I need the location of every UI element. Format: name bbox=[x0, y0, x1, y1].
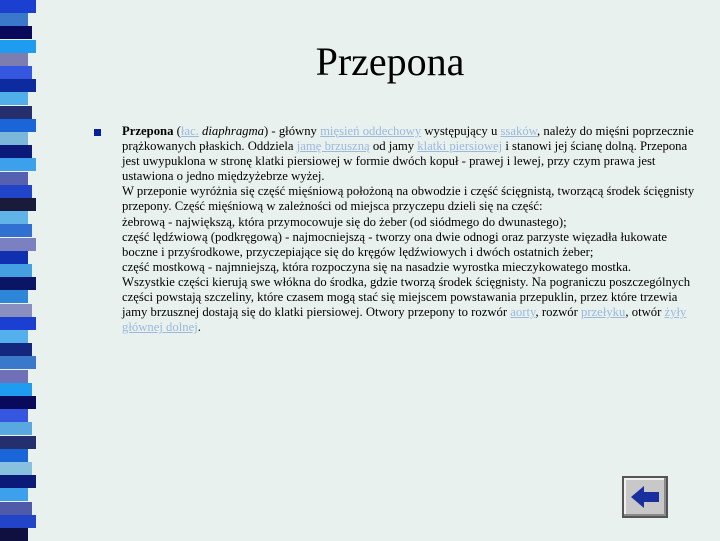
text-run: i stanowi jej ścianę dolną. Przepona jest uwypuklona w stronę klatki piersiowej w formie dwóch kopuł - prawej i lewej, przy czym prawa jest ustawiona o jedno międzyżebrze wyżej. bbox=[122, 139, 688, 184]
text-run: , otwór bbox=[625, 305, 665, 320]
text-run: od jamy bbox=[369, 139, 418, 154]
decorative-stripe bbox=[0, 436, 36, 449]
decorative-stripe bbox=[0, 383, 32, 396]
wiki-link[interactable]: przełyku bbox=[580, 305, 626, 320]
decorative-stripe bbox=[0, 528, 28, 541]
wiki-link[interactable]: mięsień oddechowy bbox=[320, 124, 422, 138]
decorative-stripe bbox=[0, 449, 28, 462]
decorative-stripe bbox=[0, 92, 28, 105]
decorative-stripe bbox=[0, 119, 36, 132]
decorative-stripe bbox=[0, 185, 32, 198]
latin-term: diaphragma bbox=[202, 124, 265, 138]
decorative-stripe bbox=[0, 145, 32, 158]
body-paragraph bbox=[122, 230, 700, 260]
decorative-stripe bbox=[0, 106, 32, 119]
decorative-stripe bbox=[0, 343, 32, 356]
decorative-stripe bbox=[0, 158, 36, 171]
decorative-stripe bbox=[0, 211, 28, 224]
slide-body-text bbox=[122, 124, 700, 335]
decorative-stripe bbox=[0, 13, 28, 26]
decorative-stripe bbox=[0, 396, 36, 409]
body-paragraph bbox=[122, 260, 700, 275]
text-run: . bbox=[197, 320, 201, 335]
decorative-stripe bbox=[0, 370, 28, 383]
decorative-stripe bbox=[0, 198, 36, 211]
decorative-stripe bbox=[0, 462, 32, 475]
decorative-stripe bbox=[0, 515, 36, 528]
decorative-stripe bbox=[0, 409, 28, 422]
body-paragraph bbox=[122, 184, 700, 214]
decorative-stripe bbox=[0, 304, 32, 317]
text-run: ( bbox=[173, 124, 181, 138]
text-run: , należy do mięśni poprzecznie prążkowanych płaskich. Oddziela bbox=[122, 124, 694, 154]
decorative-stripe bbox=[0, 251, 28, 264]
wiki-link[interactable]: łac. bbox=[180, 124, 199, 138]
text-run: ) - główny bbox=[264, 124, 321, 138]
decorative-stripe bbox=[0, 502, 32, 515]
wiki-link[interactable]: klatki piersiowej bbox=[417, 139, 503, 154]
wiki-link[interactable]: jamę brzuszną bbox=[296, 139, 370, 154]
text-run: występujący u bbox=[421, 124, 501, 138]
decorative-stripe bbox=[0, 53, 28, 66]
decorative-stripe bbox=[0, 356, 36, 369]
body-paragraph bbox=[122, 124, 700, 184]
decorative-stripe bbox=[0, 422, 32, 435]
text-run: Wszystkie części kierują swe włókna do środka, gdzie tworzą środek ścięgnisty. Na pograniczu poszczególnych części powstają szczeliny, które czasem mogą stać się miejscem powstawania przepuklin, przez które trzewia jamy brzusznej dostają się do klatki piersiowej. Otwory przepony to rozwór bbox=[122, 274, 691, 320]
decorative-stripe bbox=[0, 40, 36, 53]
decorative-stripe bbox=[0, 475, 36, 488]
previous-slide-button[interactable] bbox=[622, 476, 668, 518]
decorative-stripe bbox=[0, 264, 32, 277]
decorative-stripe bbox=[0, 330, 28, 343]
decorative-stripe bbox=[0, 277, 36, 290]
text-run: W przeponie wyróżnia się część mięśniową położoną na obwodzie i część ścięgnistą, tworzącą środek ścięgnisty przepony. Część mięśniową w zależności od miejsca przyczepu dzieli się na część: bbox=[122, 184, 695, 214]
decorative-stripe bbox=[0, 26, 32, 39]
body-paragraph bbox=[122, 215, 700, 230]
wiki-link[interactable]: aorty bbox=[510, 305, 536, 320]
slide-title: Przepona bbox=[315, 39, 465, 84]
text-run: część mostkową - najmniejszą, która rozpoczyna się na nasadzie wyrostka mieczykowatego mostka. bbox=[122, 259, 632, 274]
decorative-stripe bbox=[0, 488, 28, 501]
decorative-stripe bbox=[0, 290, 28, 303]
decorative-stripe bbox=[0, 66, 32, 79]
decorative-stripe bbox=[0, 238, 36, 251]
decorative-stripe bbox=[0, 317, 36, 330]
decorative-stripe bbox=[0, 224, 32, 237]
bullet-square-icon bbox=[94, 129, 101, 136]
text-run: , rozwór bbox=[535, 305, 581, 320]
decorative-stripe bbox=[0, 79, 36, 92]
decorative-stripe bbox=[0, 132, 28, 145]
term-bold: Przepona bbox=[122, 124, 174, 138]
text-run: żebrową - największą, która przymocowuje się do żeber (od siódmego do dwunastego); bbox=[122, 214, 567, 229]
text-run: część lędźwiową (podkręgową) - najmocniejszą - tworzy ona dwie odnogi oraz parzyste więzadła łukowate boczne i przyśrodkowe, przyczepiające się do kręgów lędźwiowych i dwóch ostatnich żeber; bbox=[122, 229, 667, 259]
body-paragraph bbox=[122, 275, 700, 335]
decorative-stripe bbox=[0, 0, 36, 13]
left-arrow-icon bbox=[628, 482, 662, 512]
wiki-link[interactable]: żyły głównej dolnej bbox=[122, 305, 687, 335]
decorative-stripe bbox=[0, 172, 28, 185]
wiki-link[interactable]: ssaków bbox=[500, 124, 538, 138]
decorative-stripe-band bbox=[0, 0, 36, 540]
